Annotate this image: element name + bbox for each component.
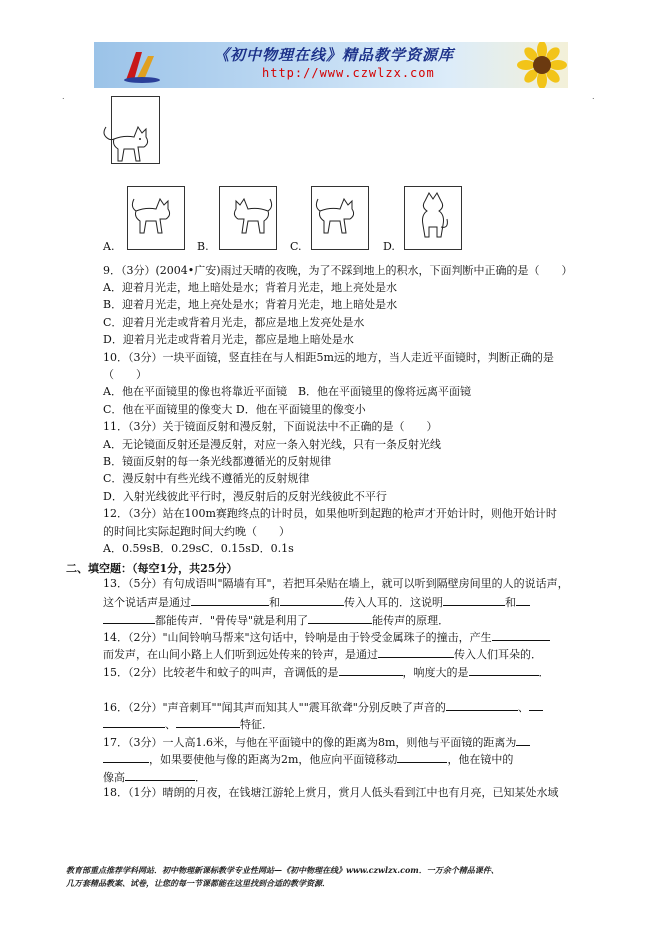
q9-stem: 9．（3分）(2004•广安)雨过天晴的夜晚，为了不踩到地上的积水，下面判断中正确的是（ ）	[103, 264, 573, 277]
banner-url[interactable]: http://www.czwlzx.com	[262, 66, 435, 80]
q13-text-b: 和	[269, 596, 280, 609]
q16-blank-2[interactable]	[529, 699, 543, 711]
q13-blank-4[interactable]	[516, 594, 530, 606]
q10-paren: （ ）	[103, 368, 147, 381]
q17-blank-2[interactable]	[397, 751, 447, 763]
cat-icon	[100, 119, 160, 179]
q11-option-d[interactable]: D．入射光线彼此平行时，漫反射后的反射光线彼此不平行	[103, 490, 387, 503]
q17-line3	[103, 769, 206, 785]
q15-text-a: 15．（2分）比较老牛和蚊子的叫声，音调低的是	[103, 666, 339, 679]
sunflower-icon	[512, 42, 568, 88]
q14-text-b: 而发声，在山间小路上人们听到远处传来的铃声，是通过	[103, 648, 378, 661]
cat-icon	[220, 187, 276, 249]
q12-options[interactable]: A．0.59sB．0.29sC．0.15sD．0.1s	[103, 542, 294, 555]
q11-option-a[interactable]: A．无论镜面反射还是漫反射，对应一条入射光线，只有一条反射光线	[103, 438, 441, 451]
q16-text-a: 16．（2分）"声音刺耳""闻其声而知其人""震耳欲聋"分别反映了声音的	[103, 701, 446, 714]
q8-option-b-figure	[219, 186, 277, 250]
q16-blank-1[interactable]	[446, 699, 518, 711]
q17-text-b: ，如果要使他与像的距离为2m，他应向平面镜移动	[149, 753, 398, 766]
q17-text-d: 像高	[103, 771, 125, 784]
banner-title: 《初中物理在线》精品教学资源库	[214, 46, 455, 64]
q17-line1	[103, 734, 530, 750]
q17-text-e: ．	[195, 771, 206, 784]
margin-dot-right: .	[592, 92, 595, 101]
q16-blank-2-cont[interactable]	[103, 716, 165, 728]
q13-text-d: 和	[505, 596, 516, 609]
q16-blank-3[interactable]	[176, 716, 240, 728]
q8-option-c-figure	[311, 186, 369, 250]
q9-option-a[interactable]: A．迎着月光走，地上暗处是水；背着月光走，地上亮处是水	[103, 281, 397, 294]
q16-text-c: 、	[165, 718, 176, 731]
q13-blank-4-cont[interactable]	[103, 612, 155, 624]
q9-option-b[interactable]: B．迎着月光走，地上亮处是水；背着月光走，地上暗处是水	[103, 298, 398, 311]
q16-line2	[103, 716, 273, 732]
q11-option-b[interactable]: B．镜面反射的每一条光线都遵循光的反射规律	[103, 455, 332, 468]
q13-blank-2[interactable]	[280, 594, 344, 606]
q8-option-b-label[interactable]: B.	[197, 240, 209, 253]
q15-blank-1[interactable]	[339, 664, 403, 676]
section-fill-in-heading: 二、填空题：（每空1分，共25分）	[66, 562, 238, 575]
q14-text-c: 传入人们耳朵的．	[454, 648, 542, 661]
q13-line3	[103, 612, 449, 628]
cat-icon	[312, 187, 368, 249]
q12-stem: 12．（3分）站在100m赛跑终点的计时员，如果他听到起跑的枪声才开始计时，则他开始计时	[103, 507, 557, 520]
q9-option-c[interactable]: C．迎着月光走或背着月光走，都应是地上发亮处是水	[103, 316, 365, 329]
q10-stem: 10．（3分）一块平面镜，竖直挂在与人相距5m远的地方，当人走近平面镜时，判断正确的是	[103, 351, 554, 364]
q15-line1	[103, 664, 550, 680]
q17-line2	[103, 751, 513, 767]
q14-line2	[103, 646, 542, 662]
footer-line-2: 几万套精品教案、试卷，让您的每一节课都能在这里找到合适的教学资源．	[66, 878, 330, 888]
q8-option-d-label[interactable]: D.	[383, 240, 395, 253]
q9-option-d[interactable]: D．迎着月光走或背着月光走，都应是地上暗处是水	[103, 333, 354, 346]
q14-line1	[103, 629, 550, 645]
q15-text-b: ，响度大的是	[402, 666, 469, 679]
q13-text-e: 都能传声．"骨传导"就是利用了	[155, 614, 309, 627]
q17-blank-1-cont[interactable]	[103, 751, 149, 763]
q13-text-a: 这个说话声是通过	[103, 596, 191, 609]
q11-option-c[interactable]: C．漫反射中有些光线不遵循光的反射规律	[103, 472, 310, 485]
q12-stem-cont: 的时间比实际起跑时间大约晚（ ）	[103, 525, 290, 538]
q14-blank-2[interactable]	[378, 646, 454, 658]
cat-icon	[128, 187, 184, 249]
q13-blank-5[interactable]	[308, 612, 372, 624]
q10-options-cd[interactable]: C．他在平面镜里的像变大 D．他在平面镜里的像变小	[103, 403, 366, 416]
q18-line1: 18．（1分）晴朗的月夜，在钱塘江游轮上赏月，赏月人低头看到江中也有月亮，已知某处水域	[103, 786, 559, 799]
site-logo-icon	[122, 46, 162, 84]
q17-blank-1[interactable]	[516, 734, 530, 746]
q13-line1: 13．（5分）有句成语叫"隔墙有耳"，若把耳朵贴在墙上，就可以听到隔壁房间里的人的说话声，	[103, 577, 569, 590]
q13-blank-1[interactable]	[191, 594, 269, 606]
q13-text-c: 传入人耳的．这说明	[344, 596, 443, 609]
q15-blank-2[interactable]	[469, 664, 539, 676]
q11-stem: 11．（3分）关于镜面反射和漫反射，下面说法中不正确的是（ ）	[103, 420, 438, 433]
footer-line-1: 教育部重点推荐学科网站．初中物理新课标教学专业性网站—《初中物理在线》www.czwlzx.com．一万余个精品课件、	[66, 865, 499, 875]
q8-option-a-figure	[127, 186, 185, 250]
q8-option-c-label[interactable]: C.	[290, 240, 302, 253]
q13-text-f: 能传声的原理．	[372, 614, 450, 627]
q10-options-ab[interactable]: A．他在平面镜里的像也将靠近平面镜 B．他在平面镜里的像将远离平面镜	[103, 385, 472, 398]
margin-dot-left: .	[62, 92, 65, 101]
q16-line1	[103, 699, 543, 715]
q16-text-b: 、	[517, 701, 529, 714]
q17-blank-3[interactable]	[125, 769, 195, 781]
q14-text-a: 14．（2分）"山间铃响马帮来"这句话中，铃响是由于铃受金属珠子的撞击，产生	[103, 631, 492, 644]
header-banner	[94, 42, 568, 88]
q17-text-c: ，他在镜中的	[447, 753, 514, 766]
q16-text-d: 特征．	[240, 718, 273, 731]
q13-line2	[103, 594, 530, 610]
q8-option-d-figure	[404, 186, 462, 250]
q15-text-c: ．	[538, 666, 550, 679]
page-footer	[66, 864, 606, 890]
q13-blank-3[interactable]	[443, 594, 505, 606]
q17-text-a: 17．（3分）一人高1.6米，与他在平面镜中的像的距离为8m，则他与平面镜的距离为	[103, 736, 517, 749]
cat-icon	[405, 187, 461, 249]
q8-mirror-figure	[111, 96, 160, 164]
q14-blank-1[interactable]	[492, 629, 550, 641]
q8-option-a-label[interactable]: A.	[103, 240, 115, 253]
